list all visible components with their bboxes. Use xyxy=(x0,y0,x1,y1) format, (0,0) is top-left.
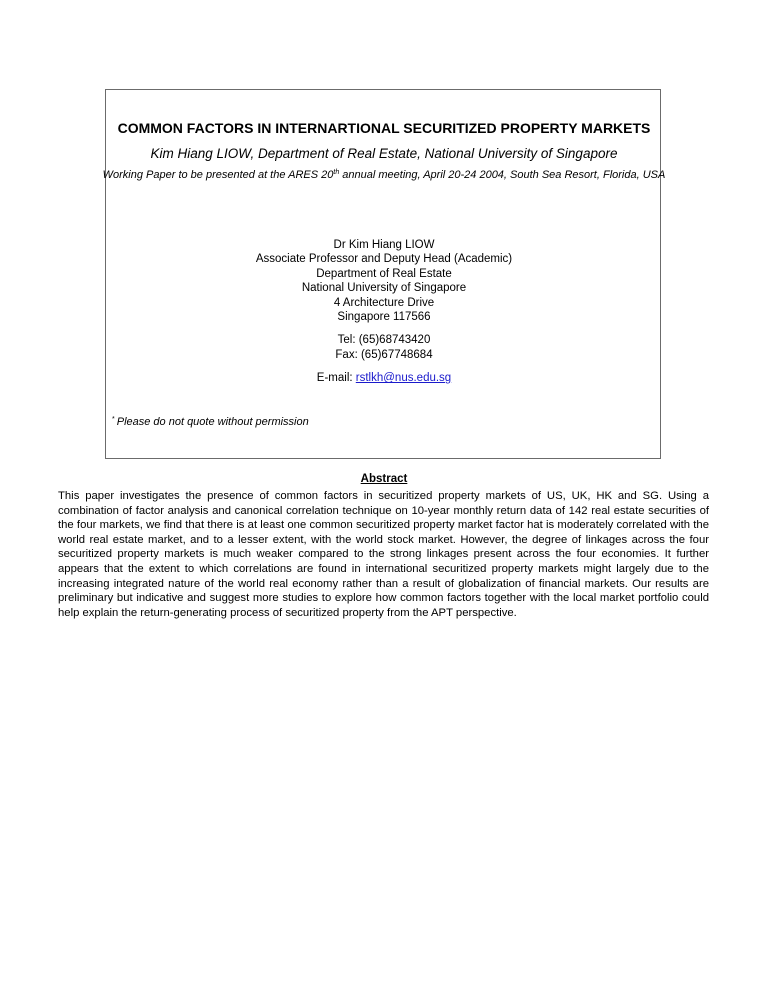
contact-block xyxy=(0,238,768,386)
note-text: Please do not quote without permission xyxy=(116,416,309,428)
contact-department: Department of Real Estate xyxy=(316,267,452,280)
ordinal-suffix: th xyxy=(333,169,340,176)
author-affiliation-line: Kim Hiang LIOW, Department of Real Estate, National University of Singapore xyxy=(150,146,618,161)
email-label: E-mail: xyxy=(316,372,356,385)
abstract-body: This paper investigates the presence of common factors in securitized property markets of US, UK, HK and SG. Using a combination of factor analysis and canonical correlation technique on 10-year monthly return data of 142 real estate securities of the four markets, we find that there is at least one common securitized property market factor hat is moderately correlated with the world real estate market, and to a lesser extent, with the world stock market. However, the degree of linkages across the four securitized property markets is much weaker compared to the strong linkages present across the four economies. It further appears that the extent to which correlations are found in international securitized property markets might largely due to the increasing integrated nature of the world real economy rather than a result of globalization of financial markets. Our results are preliminary but indicative and suggest more studies to explore how common factors together with the local market portfolio could help explain the return-generating process of securitized property from the APT perspective. xyxy=(58,490,709,619)
contact-email-line xyxy=(0,371,768,385)
abstract-heading: Abstract xyxy=(360,473,408,485)
working-paper-rest: annual meeting, April 20-24 2004, South Sea Resort, Florida, USA xyxy=(339,169,666,181)
contact-tel: Tel: (65)68743420 xyxy=(337,334,431,347)
contact-university: National University of Singapore xyxy=(301,282,467,295)
working-paper-note xyxy=(0,169,768,181)
note-marker: * xyxy=(112,416,115,423)
contact-city: Singapore 117566 xyxy=(337,311,431,324)
contact-position: Associate Professor and Deputy Head (Academic) xyxy=(255,253,513,266)
permission-note xyxy=(112,416,309,428)
email-link[interactable]: rstlkh@nus.edu.sg xyxy=(355,372,452,385)
contact-name: Dr Kim Hiang LIOW xyxy=(333,239,435,251)
working-paper-prefix: Working Paper to be presented at the ARES 20 xyxy=(102,169,334,181)
contact-street: 4 Architecture Drive xyxy=(333,296,435,309)
contact-fax: Fax: (65)67748684 xyxy=(335,348,433,361)
paper-title: COMMON FACTORS IN INTERNARTIONAL SECURITIZED PROPERTY MARKETS xyxy=(117,120,651,136)
